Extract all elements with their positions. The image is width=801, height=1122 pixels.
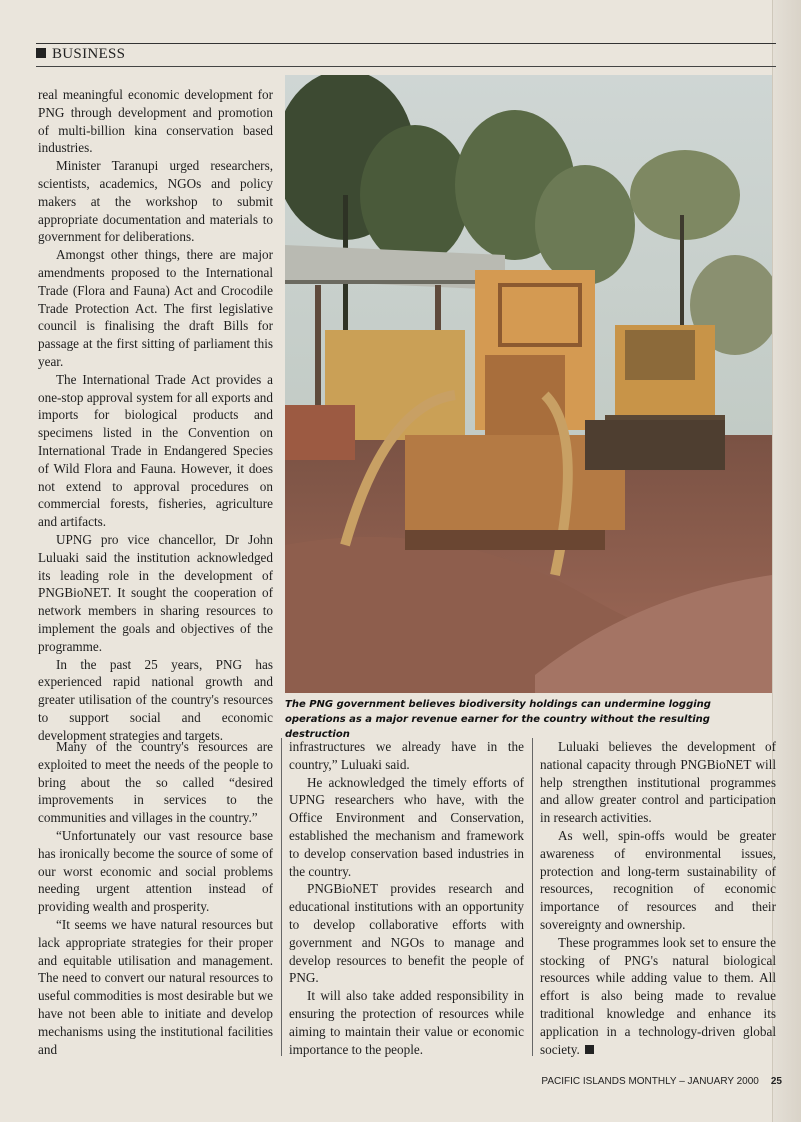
header-top-rule <box>36 43 776 44</box>
column-divider <box>532 738 533 1056</box>
column-divider <box>281 738 282 1056</box>
paragraph: As well, spin-offs would be greater awareness of environmental issues, protection and long-term sustainability of resources, recognition of economic importance of resources and their sovereignty and ownership. <box>540 827 776 932</box>
paragraph: Minister Taranupi urged researchers, scientists, academics, NGOs and policy makers at the workshop to submit appropriate documentation and materials to government for deliberations. <box>38 158 273 245</box>
page-number: 25 <box>770 1076 782 1087</box>
paragraph-text: These programmes look set to ensure the stocking of PNG's natural biological resources while adding value to them. All effort is also being made to revalue traditional knowledge and enhance its application in a technology-driven global society. <box>540 934 776 1057</box>
paragraph: In the past 25 years, PNG has experienced rapid national growth and greater utilisation of the country's resources to support social and economic development strategies and targets. <box>38 656 273 743</box>
column-1-bottom <box>38 738 273 1058</box>
paragraph: Many of the country's resources are exploited to meet the needs of the people to bring about the so called “desired improvements in services to the communities and villages in the country.” <box>38 739 273 826</box>
header-bottom-rule <box>36 66 776 67</box>
logging-bulldozers-image <box>285 75 772 693</box>
paragraph: Amongst other things, there are major amendments proposed to the International Trade (Flora and Fauna) Act and Crocodile Trade Protection Act. The first legislative council is finalising the draft Bills for passage at the first sitting of parliament this year. <box>38 247 273 369</box>
paragraph: It will also take added responsibility in ensuring the protection of resources while aiming to maintain their value or economic importance to the people. <box>289 988 524 1057</box>
paragraph <box>540 934 776 1059</box>
section-label-text: BUSINESS <box>52 46 126 62</box>
paragraph: The International Trade Act provides a one-stop approval system for all exports and imports for biological products and specimens listed in the Convention on International Trade in Endangered Species of Wild Flora and Fauna. However, it does not extend to approval procedures on commercial forests, fisheries, agriculture and artifacts. <box>38 371 273 530</box>
paragraph: “Unfortunately our vast resource base has ironically become the source of some of our worst economic and social problems needing urgent attention instead of providing wealth and prosperity. <box>38 827 273 915</box>
column-3 <box>540 738 776 1058</box>
column-1-top <box>38 86 273 744</box>
photo-caption: The PNG government believes biodiversity holdings can undermine logging operations as a major revenue earner for the country without the resulting destruction <box>285 699 711 740</box>
adjacent-page-edge <box>772 0 801 1122</box>
square-bullet-icon <box>36 48 46 58</box>
end-mark-icon <box>585 1045 594 1054</box>
paragraph: UPNG pro vice chancellor, Dr John Luluaki said the institution acknowledged its leading role in the development of PNGBioNET. It sought the cooperation of network members in sharing resources to implement the goals and objectives of the programme. <box>38 531 273 654</box>
bulldozer-photo <box>285 75 772 693</box>
paragraph: He acknowledged the timely efforts of UPNG researchers who have, with the Office Environment and Conservation, established the mechanism and framework to develop conservation based industries in the country. <box>289 774 524 879</box>
paragraph: infrastructures we already have in the country,” Luluaki said. <box>289 739 524 772</box>
paragraph: “It seems we have natural resources but lack appropriate strategies for their proper and equitable utilisation and management. The need to convert our natural resources to useful commodities is most desirable but we have not been able to initiate and develop mechanisms using the institutional facilities and <box>38 916 273 1057</box>
page-footer <box>470 1076 782 1087</box>
paragraph: PNGBioNET provides research and educational institutions with an opportunity to develop collaborative efforts with government and NGOs to manage and develop resources to benefit the people of PNG. <box>289 881 524 986</box>
column-2 <box>289 738 524 1058</box>
publication-line: PACIFIC ISLANDS MONTHLY – JANUARY 2000 <box>541 1076 759 1087</box>
paragraph: Luluaki believes the development of national capacity through PNGBioNET will help strengthen institutional programmes and allow greater control and participation in research activities. <box>540 739 776 826</box>
section-label <box>36 46 125 63</box>
paragraph: real meaningful economic development for PNG through development and promotion of multi-billion kina conservation based industries. <box>38 87 273 156</box>
